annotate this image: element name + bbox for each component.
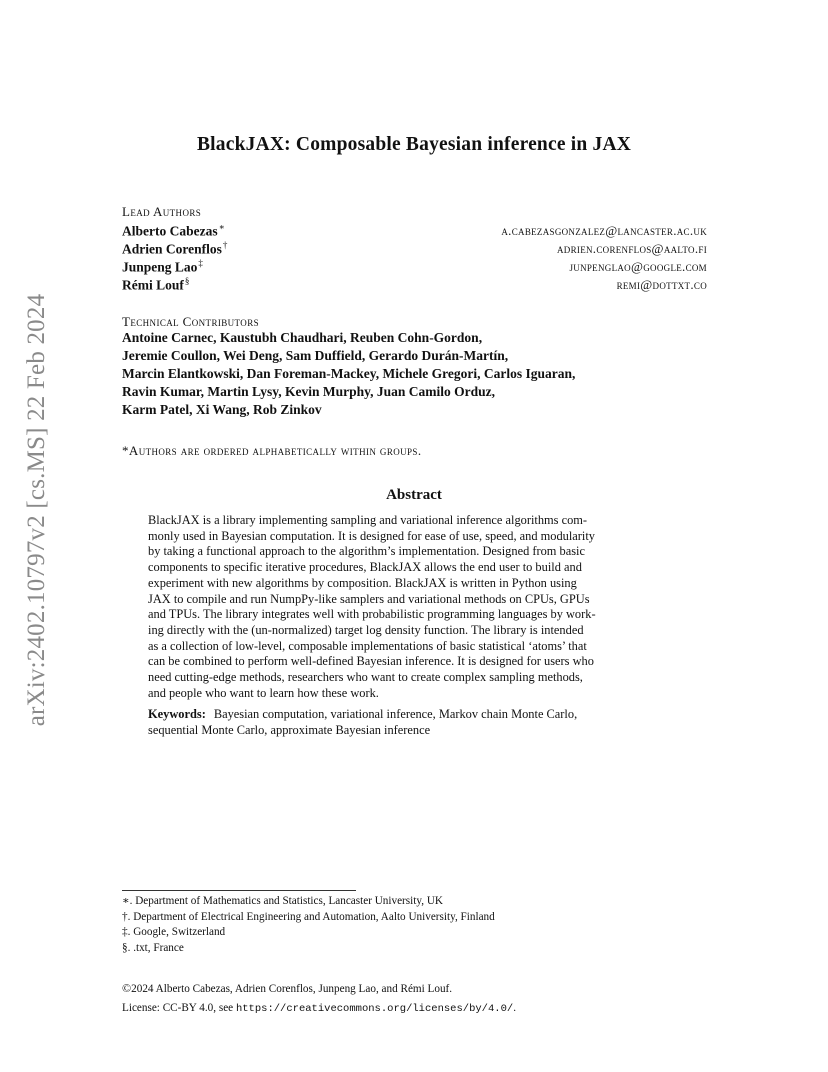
author-name: Adrien Corenflos† [122,240,228,257]
keywords-text: Bayesian computation, variational inference, Markov chain Monte Carlo, [213,707,578,721]
abstract-line: and TPUs. The library integrates well with probabilistic programming languages by work- [148,607,596,622]
license-prefix: License: CC-BY 4.0, see [122,1002,236,1014]
author-name: Alberto Cabezas∗ [122,222,225,239]
footnote: ‡. Google, Switzerland [122,926,226,938]
abstract-heading: Abstract [386,487,442,503]
arxiv-sidebar-stamp [22,290,52,730]
abstract-line: monly used in Bayesian computation. It is designed for ease of use, speed, and modularity [148,528,595,543]
abstract-line: experiment with new algorithms by composition. BlackJAX is written in Python using [148,575,577,590]
contributors-list [122,329,722,419]
author-name: Junpeng Lao‡ [122,258,203,275]
abstract-line: can be combined to perform well-defined Bayesian inference. It is designed for users who [148,654,594,669]
arxiv-identifier: arXiv:2402.10797v2 [cs.MS] 22 Feb 2024 [23,293,50,727]
license-notice [122,1002,516,1015]
keywords [148,707,683,738]
abstract-line: by taking a functional approach to the algorithm’s implementation. Designed from basic [148,544,585,559]
affiliation-mark: § [184,276,190,286]
contributors-line: Marcin Elantkowski, Dan Foreman-Mackey, Michele Gregori, Carlos Iguaran, [122,366,576,381]
abstract-line: need cutting-edge methods, researchers who want to create complex sampling methods, [148,670,583,685]
contributors-line: Antoine Carnec, Kaustubh Chaudhari, Reuben Cohn-Gordon, [122,330,483,345]
author-order-note: *Authors are ordered alphabetically within groups. [122,443,422,458]
contributors-line: Ravin Kumar, Martin Lysy, Kevin Murphy, Juan Camilo Orduz, [122,384,496,399]
affiliation-mark: ‡ [198,258,203,268]
abstract-line: ing directly with the (un-normalized) target log density function. The library is intended [148,622,584,637]
author-name: Rémi Louf§ [122,276,190,293]
footnotes [122,894,495,956]
author-row [122,258,707,275]
keywords-label: Keywords: [148,707,206,721]
contributors-line: Karm Patel, Xi Wang, Rob Zinkov [122,402,322,417]
footnote: ∗. Department of Mathematics and Statistics, Lancaster University, UK [122,895,443,907]
abstract-line: JAX to compile and run NumpPy-like samplers and variational methods on CPUs, GPUs [148,591,590,606]
footnote-rule [122,890,356,891]
contributors-line: Jeremie Coullon, Wei Deng, Sam Duffield, Gerardo Durán-Martín, [122,348,509,363]
copyright-notice [122,981,452,996]
author-email[interactable]: junpenglao@google.com [569,259,707,274]
technical-contributors-heading: Technical Contributors [122,314,260,329]
keywords-text: sequential Monte Carlo, approximate Bayesian inference [148,722,431,737]
author-email[interactable]: adrien.corenflos@aalto.fi [557,241,707,256]
footnote: §. .txt, France [122,941,184,954]
copyright-text: 2024 Alberto Cabezas, Adrien Corenflos, Junpeng Lao, and Rémi Louf. [131,983,453,995]
author-email[interactable]: a.cabezasgonzalez@lancaster.ac.uk [501,223,707,238]
footnote: †. Department of Electrical Engineering and Automation, Aalto University, Finland [122,910,495,923]
affiliation-mark: ∗ [218,222,225,232]
affiliation-mark: † [222,240,228,250]
copyright-icon: © [122,981,132,995]
abstract-line: components to specific iterative procedures, BlackJAX allows the end user to build and [148,560,582,575]
author-row [122,276,707,293]
abstract-body [148,513,683,701]
lead-authors-heading: Lead Authors [122,204,202,219]
abstract-line: as a collection of low-level, composable implementations of basic statistical ‘atoms’ that [148,638,587,653]
license-link[interactable]: https://creativecommons.org/licenses/by/4.0/ [235,1003,514,1015]
abstract-line: and people who want to learn how these work. [148,685,379,700]
author-row [122,240,707,257]
author-row [122,222,707,239]
author-email[interactable]: remi@dottxt.co [616,277,707,292]
abstract-line: BlackJAX is a library implementing sampling and variational inference algorithms com- [148,513,588,527]
license-suffix: . [513,1002,516,1014]
paper-title: BlackJAX: Composable Bayesian inference in JAX [196,134,632,155]
